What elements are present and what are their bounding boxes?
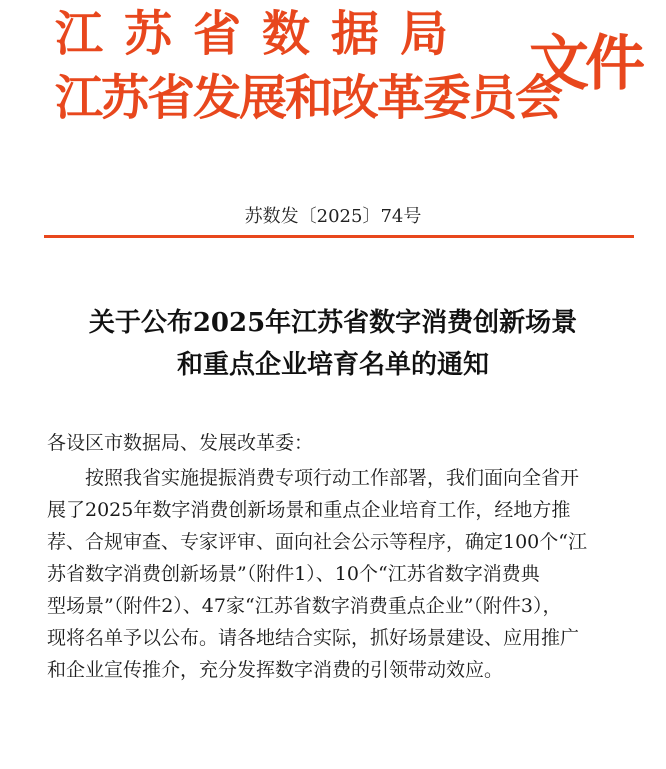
issuer-name-data-bureau: 江苏省数据局 bbox=[55, 6, 470, 62]
red-header-divider bbox=[44, 235, 634, 238]
salutation: 各设区市数据局、发展改革委： bbox=[47, 432, 314, 454]
document-type-label: 文件 bbox=[529, 29, 641, 99]
issuer-name-development-reform-commission: 江苏省发展和改革委员会 bbox=[55, 70, 562, 126]
body-line: 现将名单予以公布。请各地结合实际，抓好场景建设、应用推广 bbox=[47, 627, 580, 649]
body-line: 苏省数字消费创新场景”（附件1）、10个“江苏省数字消费典 bbox=[47, 563, 540, 585]
body-paragraph bbox=[47, 462, 637, 686]
body-line: 型场景”（附件2）、47家“江苏省数字消费重点企业”（附件3）， bbox=[47, 595, 562, 617]
body-line: 荐、合规审查、专家评审、面向社会公示等程序，确定100个“江 bbox=[47, 531, 587, 553]
document-header bbox=[0, 0, 666, 150]
document-number: 苏数发〔2025〕74号 bbox=[244, 206, 422, 227]
document-title-line-2: 和重点企业培育名单的通知 bbox=[176, 350, 489, 380]
document-title-line-1: 关于公布2025年江苏省数字消费创新场景 bbox=[88, 308, 578, 338]
body-line: 展了2025年数字消费创新场景和重点企业培育工作，经地方推 bbox=[47, 499, 571, 521]
body-line: 和企业宣传推介，充分发挥数字消费的引领带动效应。 bbox=[47, 659, 504, 681]
body-line: 按照我省实施提振消费专项行动工作部署，我们面向全省开 bbox=[85, 467, 580, 489]
document-title bbox=[0, 302, 666, 386]
